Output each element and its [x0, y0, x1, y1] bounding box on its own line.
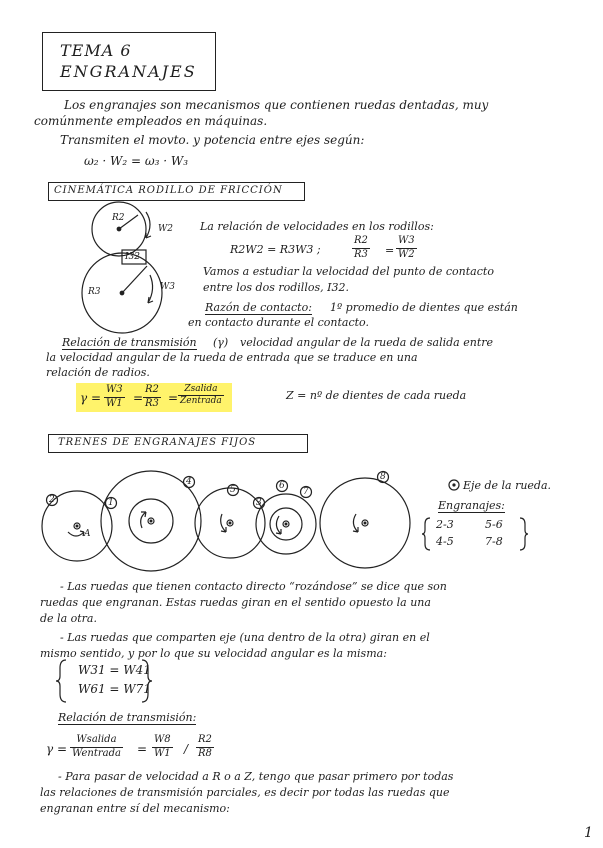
rel-line: La relación de velocidades en los rodillos: — [200, 220, 434, 233]
frac-w1-den: W1 — [106, 397, 123, 409]
gear-a-label: A — [84, 529, 91, 539]
system-eq-2: W61 = W71 — [78, 682, 151, 696]
transmision2-gamma: γ = — [46, 742, 68, 756]
title-line-1: TEMA 6 — [60, 41, 132, 60]
intro-line-2: comúnmente empleados en máquinas. — [34, 114, 268, 128]
study-line-2: entre los dos rodillos, I32. — [203, 281, 349, 294]
frac-r-den: R3 — [354, 248, 368, 260]
gamma-eq: γ = — [80, 391, 102, 405]
z-note: Z = nº de dientes de cada rueda — [286, 389, 467, 402]
pair-2-3: 2-3 — [436, 518, 454, 531]
intro-line-3: Transmiten el movto. y potencia entre ejes según: — [60, 133, 365, 147]
frac-wsalida — [70, 735, 123, 759]
transmision-text-2: la velocidad angular de la rueda de entrada que se traduce en una — [46, 351, 418, 364]
gear-label-6: 6 — [279, 481, 285, 491]
gear-label-1: 1 — [108, 498, 114, 508]
transmision2-label: Relación de transmisión: — [58, 711, 197, 724]
razon-label: Razón de contacto: — [205, 301, 312, 314]
final-line-3: engranan entre sí del mecanismo: — [40, 802, 230, 815]
page-number: 1 — [584, 825, 593, 841]
frac-r2b-num: R2 — [196, 735, 214, 748]
transmision-label: Relación de transmisión — [62, 336, 197, 349]
frac-wentrada-den: Wentrada — [72, 747, 121, 759]
final-line-2: las relaciones de transmisión parciales, es decir por todas las ruedas que — [40, 786, 450, 799]
frac-r2-r8 — [196, 735, 214, 759]
frac-r2-num: R2 — [143, 385, 161, 398]
gear-label-2: 2 — [49, 495, 55, 505]
frac-r2-r3 — [143, 385, 161, 409]
r2-label: R2 — [112, 213, 125, 223]
gear-label-8: 8 — [380, 472, 386, 482]
study-line-1: Vamos a estudiar la velocidad del punto de contacto — [203, 265, 494, 278]
cinematica-heading: CINEMÁTICA RODILLO DE FRICCIÓN — [54, 185, 283, 196]
note-2-line-2: mismo sentido, y por lo que su velocidad angular es la misma: — [40, 647, 387, 660]
frac-r — [352, 236, 370, 260]
title-line-2: ENGRANAJES — [60, 62, 197, 81]
transmision-text-1: velocidad angular de la rueda de salida entre — [240, 336, 494, 349]
i32-label: I32 — [125, 252, 141, 262]
gear-8-circle — [320, 478, 410, 568]
razon-text-2: en contacto durante el contacto. — [188, 316, 369, 329]
note-1-line-3: de la otra. — [40, 612, 97, 625]
frac-w-den: W2 — [398, 248, 415, 260]
gear-label-7: 7 — [303, 487, 309, 497]
frac-w8-w1 — [152, 735, 173, 759]
frac-wsalida-num: Wsalida — [70, 735, 123, 748]
roller-2-circle — [92, 202, 146, 256]
gear-5-circle — [195, 485, 265, 558]
transmision-text-3: relación de radios. — [46, 366, 150, 379]
note-2-line-1: - Las ruedas que comparten eje (una dentro de la otra) giran en el — [60, 631, 430, 644]
intro-formula: ω₂ · W₂ = ω₃ · W₃ — [84, 154, 189, 168]
final-line-1: - Para pasar de velocidad a R o a Z, tengo que pasar primero por todas — [58, 770, 454, 783]
w2-label: W2 — [158, 224, 173, 234]
frac-z — [178, 385, 224, 407]
transmision2-slash: / — [184, 742, 189, 756]
frac-r-num: R2 — [352, 236, 370, 249]
frac-w-num: W3 — [396, 236, 417, 249]
gear-6-inner — [270, 508, 302, 540]
rel-eq1: R2W2 = R3W3 ; — [230, 243, 321, 256]
rel-equals: = — [385, 244, 395, 257]
pair-5-6: 5-6 — [485, 518, 503, 531]
frac-zentrada-den: Zentrada — [180, 396, 222, 407]
frac-w3-w1 — [104, 385, 125, 409]
frac-zsalida-num: Zsalida — [178, 385, 224, 396]
note-1-line-1: - Las ruedas que tienen contacto directo “rozándose” se dice que son — [60, 580, 447, 593]
transmision2-eq: = — [137, 742, 148, 756]
engranajes-label: Engranajes: — [438, 499, 505, 512]
legend-eje: Eje de la rueda. — [463, 479, 552, 492]
r3-label: R3 — [88, 287, 101, 297]
gear-label-5: 5 — [230, 485, 236, 495]
frac-r3-den: R3 — [145, 397, 159, 409]
frac-w1b-den: W1 — [154, 747, 171, 759]
gear-3-inner — [129, 499, 173, 543]
frac-w — [396, 236, 417, 260]
frac-r8-den: R8 — [198, 747, 212, 759]
pair-4-5: 4-5 — [436, 535, 454, 548]
system-eq-1: W31 = W41 — [78, 663, 151, 677]
gear-6-circle — [256, 494, 316, 554]
trenes-heading: TRENES DE ENGRANAJES FIJOS — [58, 437, 257, 448]
frac-w3-num: W3 — [104, 385, 125, 398]
formula-eq1: = — [133, 391, 144, 405]
w3-label: W3 — [160, 282, 175, 292]
gear-label-4: 4 — [186, 477, 192, 487]
gamma-symbol: (γ) — [213, 336, 229, 349]
intro-line-1: Los engranajes son mecanismos que contienen ruedas dentadas, muy — [64, 98, 489, 112]
pair-7-8: 7-8 — [485, 535, 503, 548]
razon-text-1: 1º promedio de dientes que están — [330, 301, 518, 314]
note-1-line-2: ruedas que engranan. Estas ruedas giran en el sentido opuesto la una — [40, 596, 431, 609]
gear-label-3: 3 — [256, 498, 262, 508]
formula-eq2: = — [168, 391, 179, 405]
frac-w8-num: W8 — [152, 735, 173, 748]
